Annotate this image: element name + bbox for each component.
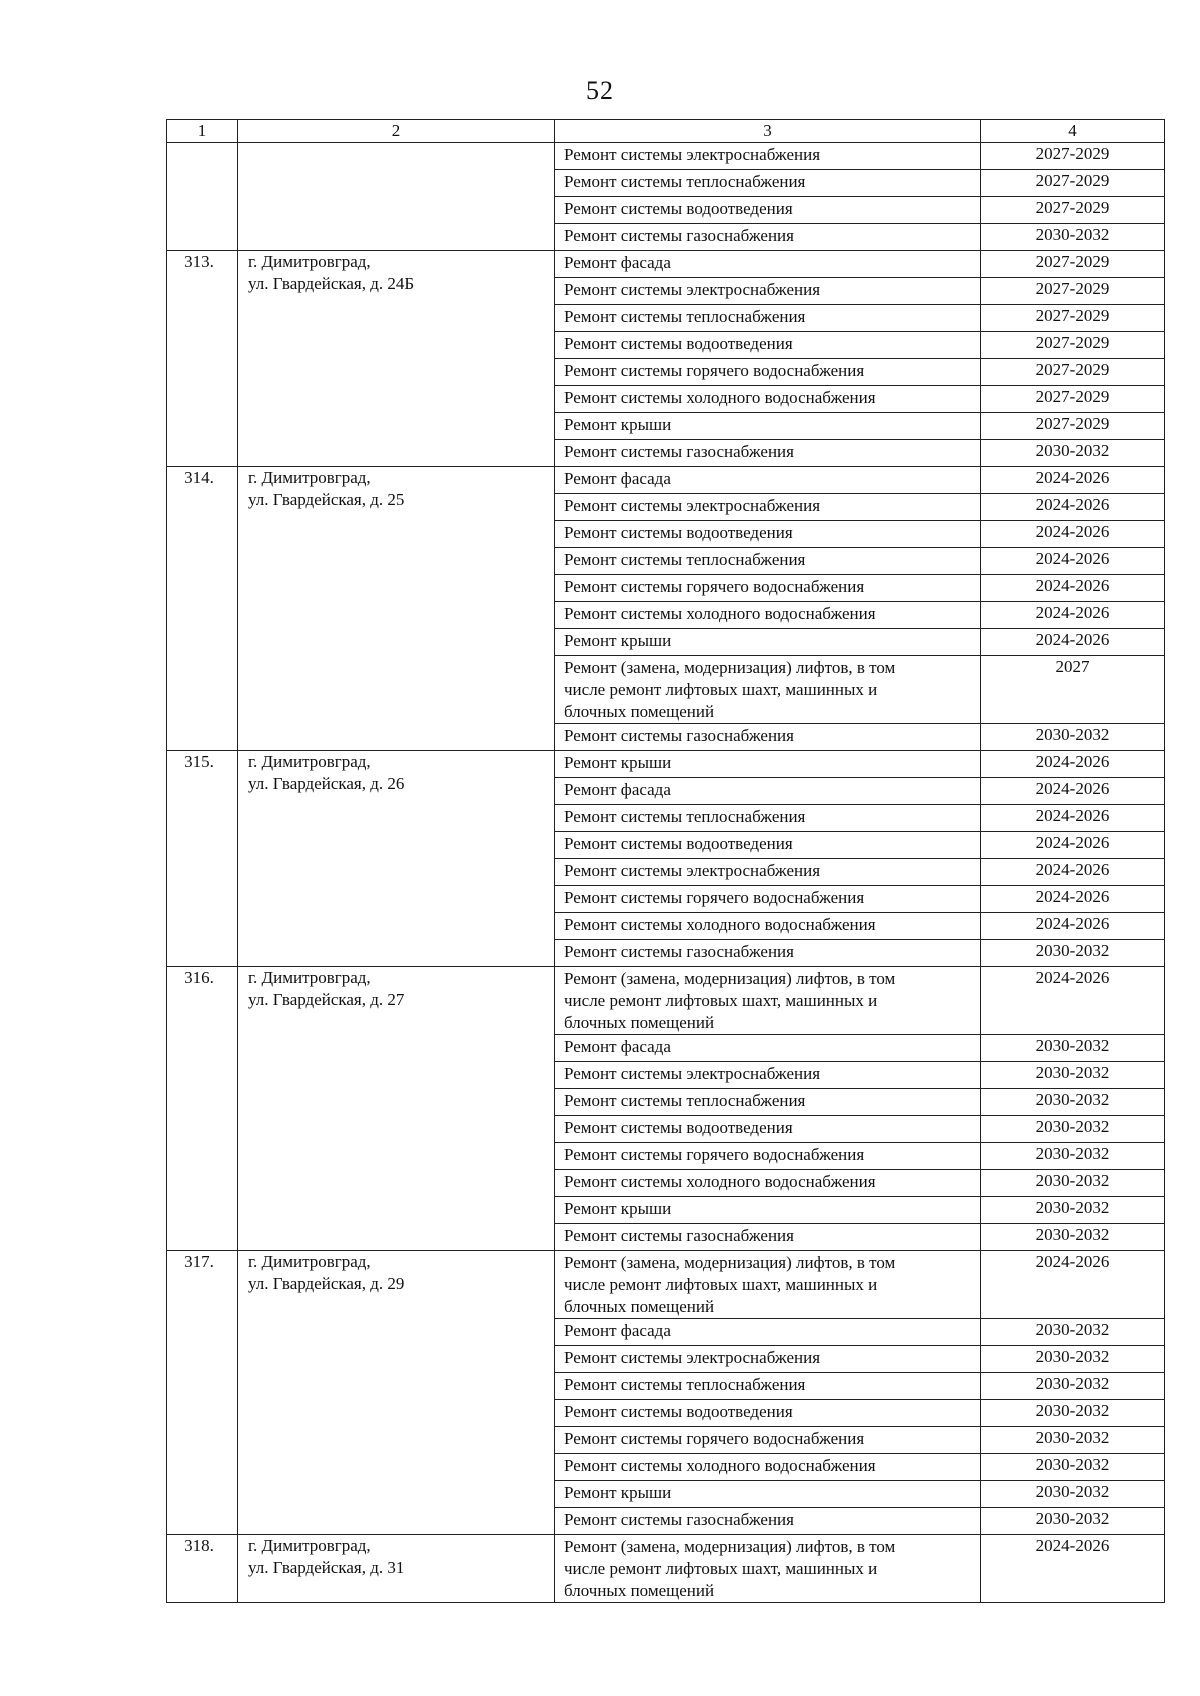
- work-period: 2027-2029: [981, 143, 1165, 170]
- column-header-3: 3: [555, 120, 981, 143]
- work-type: [555, 805, 981, 832]
- work-period: 2027-2029: [981, 197, 1165, 224]
- work-type: [555, 832, 981, 859]
- work-type: [555, 494, 981, 521]
- work-period: 2030-2032: [981, 1454, 1165, 1481]
- address-line: г. Димитровград,: [248, 468, 371, 487]
- address-line: ул. Гвардейская, д. 24Б: [248, 274, 415, 293]
- work-type: [555, 1062, 981, 1089]
- work-type-line: Ремонт системы горячего водоснабжения: [564, 1145, 865, 1164]
- work-period: 2024-2026: [981, 778, 1165, 805]
- work-type-line: Ремонт системы горячего водоснабжения: [564, 888, 865, 907]
- work-period: 2030-2032: [981, 1508, 1165, 1535]
- work-period: 2030-2032: [981, 1224, 1165, 1251]
- work-type: [555, 1224, 981, 1251]
- work-type-line: Ремонт системы теплоснабжения: [564, 307, 806, 326]
- work-type: [555, 1089, 981, 1116]
- table-row: [167, 467, 1165, 494]
- work-type-line: Ремонт системы газоснабжения: [564, 442, 794, 461]
- work-type-line: Ремонт системы холодного водоснабжения: [564, 1456, 876, 1475]
- work-type-line: Ремонт системы водоотведения: [564, 1118, 793, 1137]
- work-type-line: Ремонт системы электроснабжения: [564, 1348, 821, 1367]
- address-line: г. Димитровград,: [248, 252, 371, 271]
- object-number: 315.: [167, 751, 238, 967]
- work-type-line: Ремонт фасада: [564, 780, 671, 799]
- object-address: [238, 967, 555, 1251]
- work-period: 2027-2029: [981, 359, 1165, 386]
- work-type: [555, 1427, 981, 1454]
- work-type: [555, 1143, 981, 1170]
- column-header-4: 4: [981, 120, 1165, 143]
- table-row: [167, 143, 1165, 170]
- work-period: 2027-2029: [981, 278, 1165, 305]
- object-number: [167, 143, 238, 251]
- work-type-line: Ремонт системы водоотведения: [564, 199, 793, 218]
- work-type-line: Ремонт системы холодного водоснабжения: [564, 604, 876, 623]
- work-type-line: Ремонт системы водоотведения: [564, 523, 793, 542]
- page-number: 52: [586, 76, 614, 105]
- work-type-line: Ремонт системы электроснабжения: [564, 1064, 821, 1083]
- work-period: 2030-2032: [981, 440, 1165, 467]
- work-type-line: Ремонт (замена, модернизация) лифтов, в том: [564, 1253, 896, 1272]
- work-type: [555, 1400, 981, 1427]
- work-type: [555, 1481, 981, 1508]
- work-type: [555, 629, 981, 656]
- address-line: ул. Гвардейская, д. 29: [248, 1274, 405, 1293]
- object-address: [238, 251, 555, 467]
- work-period: 2024-2026: [981, 1535, 1165, 1603]
- work-period: 2024-2026: [981, 832, 1165, 859]
- work-period: 2027: [981, 656, 1165, 724]
- work-period: 2030-2032: [981, 1319, 1165, 1346]
- column-header-1: 1: [167, 120, 238, 143]
- work-type-line: Ремонт системы теплоснабжения: [564, 807, 806, 826]
- work-type-line: Ремонт системы теплоснабжения: [564, 1375, 806, 1394]
- work-type-line: блочных помещений: [564, 1581, 715, 1600]
- work-type-line: Ремонт системы водоотведения: [564, 834, 793, 853]
- table-row: [167, 1535, 1165, 1603]
- work-period: 2030-2032: [981, 1143, 1165, 1170]
- work-period: 2027-2029: [981, 413, 1165, 440]
- work-type: [555, 1035, 981, 1062]
- work-period: 2024-2026: [981, 805, 1165, 832]
- object-address: [238, 751, 555, 967]
- work-type: [555, 940, 981, 967]
- work-period: 2030-2032: [981, 1116, 1165, 1143]
- work-type: [555, 548, 981, 575]
- work-type-line: Ремонт системы холодного водоснабжения: [564, 1172, 876, 1191]
- work-type-line: Ремонт (замена, модернизация) лифтов, в том: [564, 658, 896, 677]
- work-type: [555, 859, 981, 886]
- address-line: ул. Гвардейская, д. 27: [248, 990, 405, 1009]
- table-row: [167, 1251, 1165, 1319]
- work-period: 2024-2026: [981, 602, 1165, 629]
- object-number: 314.: [167, 467, 238, 751]
- work-type-line: Ремонт системы газоснабжения: [564, 226, 794, 245]
- work-type-line: числе ремонт лифтовых шахт, машинных и: [564, 991, 878, 1010]
- work-type-line: блочных помещений: [564, 702, 715, 721]
- work-period: 2030-2032: [981, 1481, 1165, 1508]
- work-type: [555, 1454, 981, 1481]
- work-type: [555, 778, 981, 805]
- work-period: 2030-2032: [981, 224, 1165, 251]
- work-type: [555, 197, 981, 224]
- work-period: 2030-2032: [981, 1197, 1165, 1224]
- address-line: г. Димитровград,: [248, 1252, 371, 1271]
- work-type-line: Ремонт крыши: [564, 631, 672, 650]
- work-type: [555, 143, 981, 170]
- work-period: 2030-2032: [981, 1427, 1165, 1454]
- work-type: [555, 1373, 981, 1400]
- work-type: [555, 886, 981, 913]
- work-type: [555, 251, 981, 278]
- work-type-line: Ремонт системы водоотведения: [564, 334, 793, 353]
- work-type: [555, 224, 981, 251]
- work-type: [555, 967, 981, 1035]
- work-period: 2027-2029: [981, 170, 1165, 197]
- work-type: [555, 386, 981, 413]
- work-period: 2024-2026: [981, 548, 1165, 575]
- work-type-line: Ремонт системы горячего водоснабжения: [564, 361, 865, 380]
- work-type-line: Ремонт фасада: [564, 253, 671, 272]
- work-type-line: Ремонт крыши: [564, 753, 672, 772]
- work-period: 2024-2026: [981, 886, 1165, 913]
- work-type: [555, 413, 981, 440]
- work-type-line: Ремонт системы газоснабжения: [564, 1510, 794, 1529]
- work-type-line: Ремонт крыши: [564, 1483, 672, 1502]
- work-period: 2024-2026: [981, 1251, 1165, 1319]
- work-type: [555, 913, 981, 940]
- address-line: г. Димитровград,: [248, 968, 371, 987]
- work-period: 2024-2026: [981, 751, 1165, 778]
- work-period: 2024-2026: [981, 521, 1165, 548]
- work-type-line: Ремонт (замена, модернизация) лифтов, в том: [564, 1537, 896, 1556]
- object-address: [238, 1251, 555, 1535]
- object-address: [238, 143, 555, 251]
- object-number: 317.: [167, 1251, 238, 1535]
- work-period: 2027-2029: [981, 332, 1165, 359]
- work-period: 2024-2026: [981, 967, 1165, 1035]
- work-type-line: блочных помещений: [564, 1297, 715, 1316]
- work-type-line: числе ремонт лифтовых шахт, машинных и: [564, 1559, 878, 1578]
- table-row: [167, 967, 1165, 1035]
- work-type: [555, 332, 981, 359]
- address-line: ул. Гвардейская, д. 31: [248, 1558, 405, 1577]
- work-period: 2030-2032: [981, 1400, 1165, 1427]
- work-type-line: Ремонт (замена, модернизация) лифтов, в том: [564, 969, 896, 988]
- work-type-line: Ремонт системы горячего водоснабжения: [564, 1429, 865, 1448]
- work-period: 2030-2032: [981, 1035, 1165, 1062]
- work-type: [555, 1170, 981, 1197]
- work-type: [555, 1116, 981, 1143]
- work-period: 2027-2029: [981, 251, 1165, 278]
- work-period: 2024-2026: [981, 494, 1165, 521]
- address-line: г. Димитровград,: [248, 1536, 371, 1555]
- work-type: [555, 1319, 981, 1346]
- work-type-line: Ремонт системы холодного водоснабжения: [564, 915, 876, 934]
- table-row: [167, 251, 1165, 278]
- work-type-line: Ремонт крыши: [564, 1199, 672, 1218]
- work-type: [555, 575, 981, 602]
- work-type-line: Ремонт системы теплоснабжения: [564, 550, 806, 569]
- work-period: 2027-2029: [981, 305, 1165, 332]
- work-period: 2024-2026: [981, 859, 1165, 886]
- work-period: 2030-2032: [981, 1170, 1165, 1197]
- work-type: [555, 751, 981, 778]
- column-header-2: 2: [238, 120, 555, 143]
- work-type: [555, 1346, 981, 1373]
- work-period: 2030-2032: [981, 940, 1165, 967]
- work-type: [555, 467, 981, 494]
- work-type: [555, 1251, 981, 1319]
- table-header: [167, 120, 1165, 143]
- work-type-line: Ремонт системы электроснабжения: [564, 496, 821, 515]
- work-type-line: Ремонт системы газоснабжения: [564, 726, 794, 745]
- work-type: [555, 1197, 981, 1224]
- work-type: [555, 1508, 981, 1535]
- object-number: 316.: [167, 967, 238, 1251]
- work-period: 2030-2032: [981, 1089, 1165, 1116]
- work-type-line: Ремонт фасада: [564, 1037, 671, 1056]
- work-type-line: Ремонт крыши: [564, 415, 672, 434]
- work-period: 2024-2026: [981, 913, 1165, 940]
- work-period: 2030-2032: [981, 724, 1165, 751]
- work-type-line: блочных помещений: [564, 1013, 715, 1032]
- work-type: [555, 1535, 981, 1603]
- work-type: [555, 305, 981, 332]
- repair-schedule-table: [166, 119, 1165, 1603]
- work-type: [555, 724, 981, 751]
- work-type-line: Ремонт системы горячего водоснабжения: [564, 577, 865, 596]
- work-type-line: Ремонт системы газоснабжения: [564, 942, 794, 961]
- table-row: [167, 751, 1165, 778]
- object-number: 313.: [167, 251, 238, 467]
- work-type-line: Ремонт фасада: [564, 469, 671, 488]
- work-type-line: числе ремонт лифтовых шахт, машинных и: [564, 1275, 878, 1294]
- work-period: 2027-2029: [981, 386, 1165, 413]
- address-line: ул. Гвардейская, д. 25: [248, 490, 405, 509]
- work-type-line: Ремонт системы электроснабжения: [564, 280, 821, 299]
- work-type-line: Ремонт системы электроснабжения: [564, 861, 821, 880]
- address-line: г. Димитровград,: [248, 752, 371, 771]
- work-type-line: Ремонт системы электроснабжения: [564, 145, 821, 164]
- work-type-line: Ремонт системы газоснабжения: [564, 1226, 794, 1245]
- work-type-line: Ремонт системы теплоснабжения: [564, 172, 806, 191]
- work-type: [555, 278, 981, 305]
- table-body: [167, 143, 1165, 1603]
- work-type: [555, 359, 981, 386]
- object-address: [238, 467, 555, 751]
- work-type: [555, 521, 981, 548]
- work-period: 2030-2032: [981, 1373, 1165, 1400]
- work-type-line: Ремонт системы водоотведения: [564, 1402, 793, 1421]
- work-type-line: Ремонт системы холодного водоснабжения: [564, 388, 876, 407]
- work-type: [555, 656, 981, 724]
- object-number: 318.: [167, 1535, 238, 1603]
- work-period: 2024-2026: [981, 629, 1165, 656]
- address-line: ул. Гвардейская, д. 26: [248, 774, 405, 793]
- work-type: [555, 602, 981, 629]
- work-type-line: Ремонт фасада: [564, 1321, 671, 1340]
- work-type-line: числе ремонт лифтовых шахт, машинных и: [564, 680, 878, 699]
- work-period: 2030-2032: [981, 1346, 1165, 1373]
- object-address: [238, 1535, 555, 1603]
- work-period: 2024-2026: [981, 467, 1165, 494]
- work-period: 2030-2032: [981, 1062, 1165, 1089]
- work-type-line: Ремонт системы теплоснабжения: [564, 1091, 806, 1110]
- work-period: 2024-2026: [981, 575, 1165, 602]
- work-type: [555, 440, 981, 467]
- work-type: [555, 170, 981, 197]
